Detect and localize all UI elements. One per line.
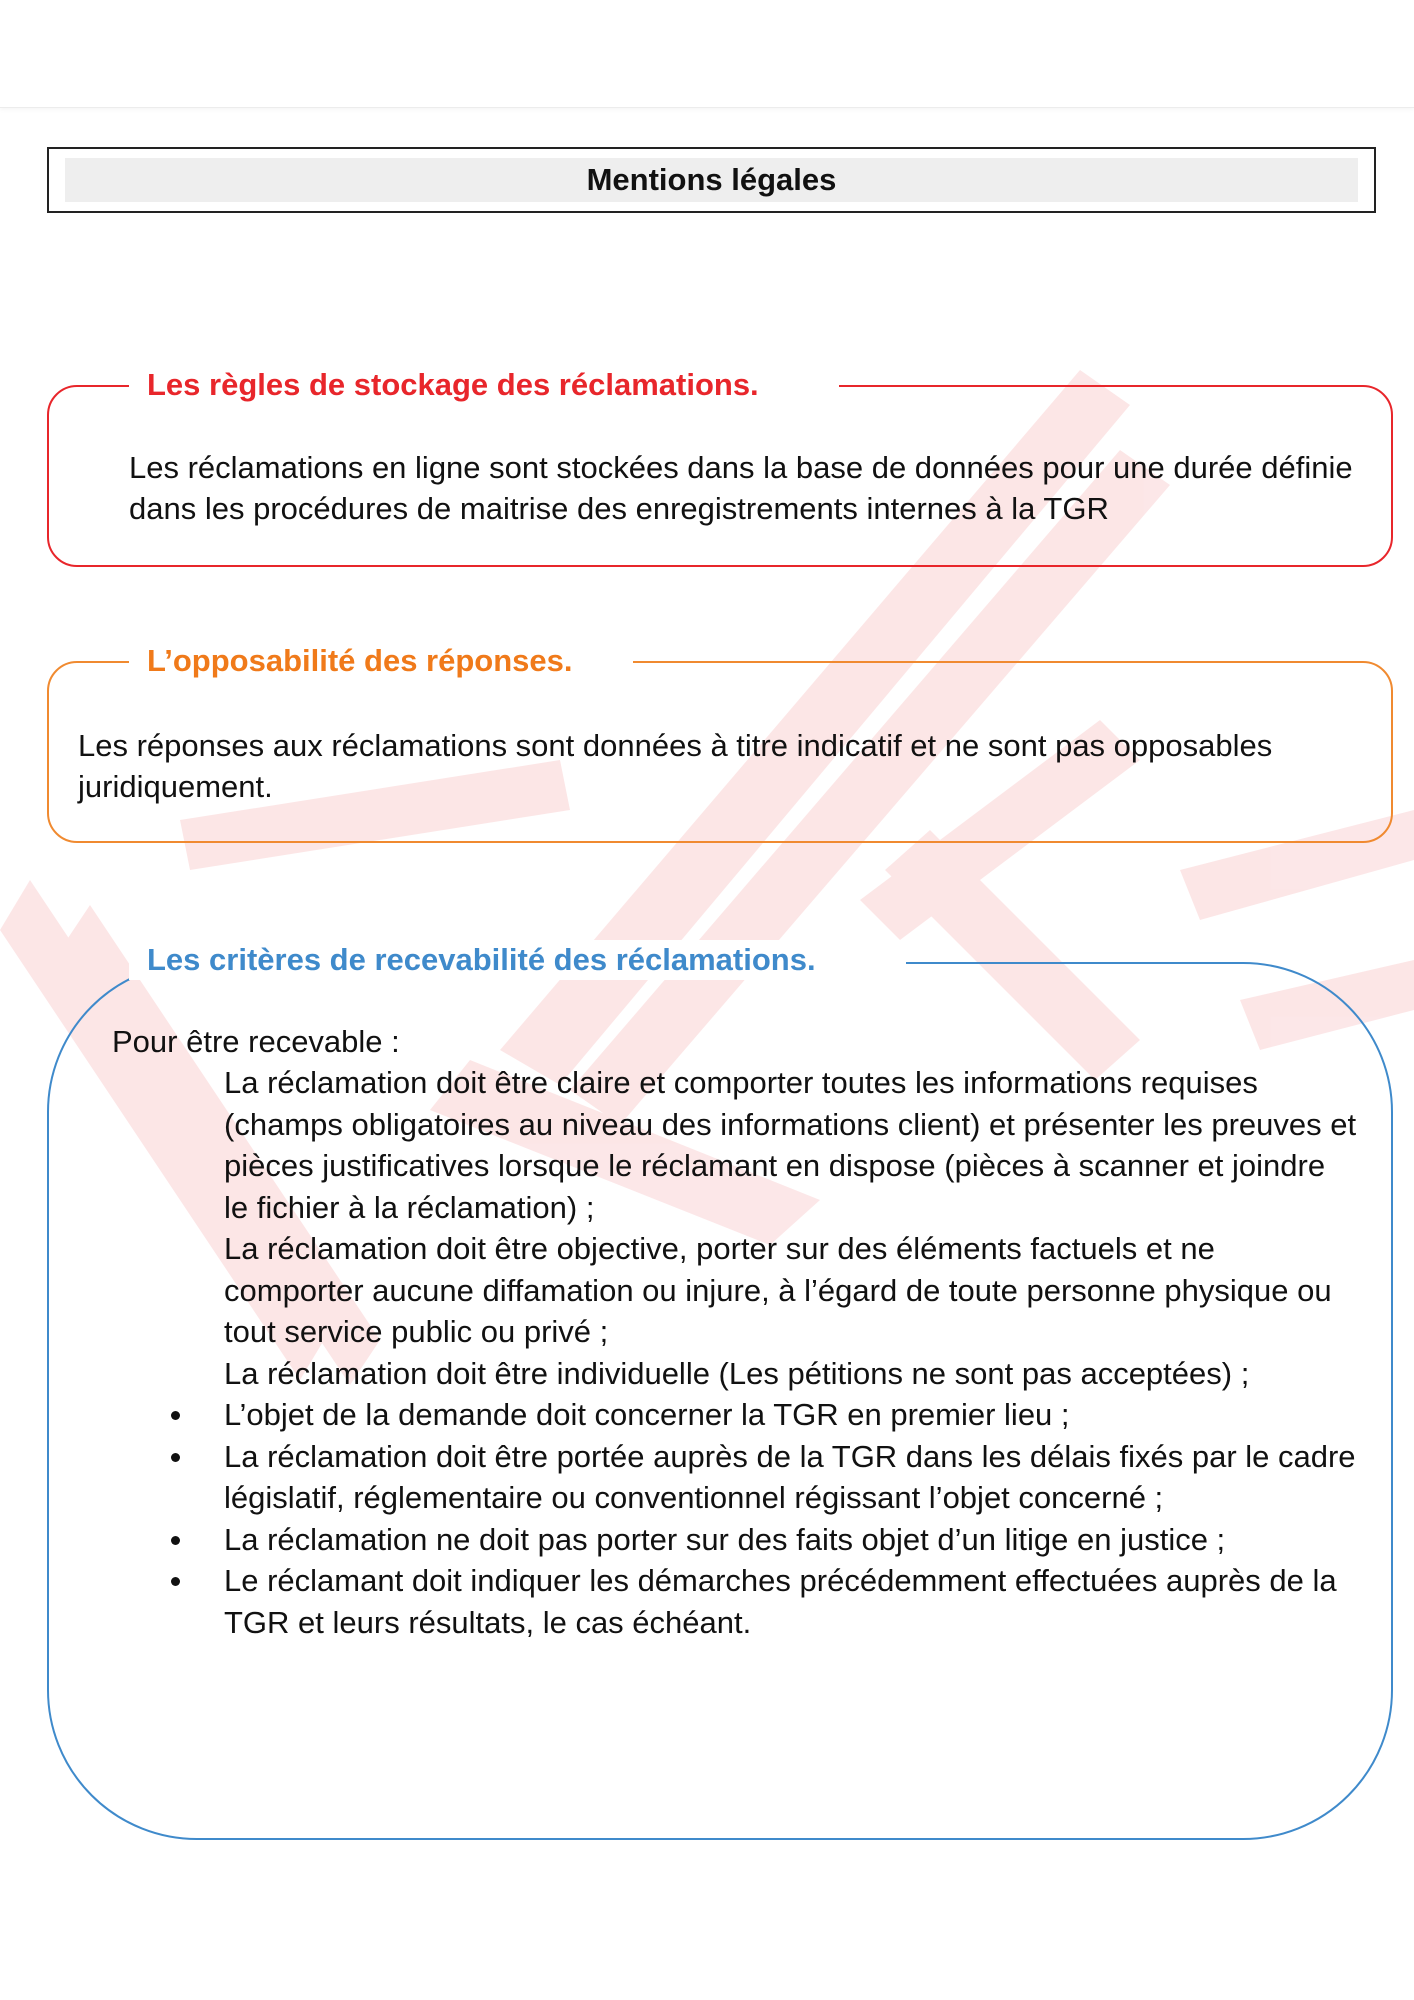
page-title: Mentions légales xyxy=(65,158,1358,202)
bullet-icon xyxy=(171,1577,180,1586)
list-item-text: La réclamation doit être objective, porter sur des éléments factuels et ne comporter aucune diffamation ou injure, à l’égard de toute personne physique ou tout service public ou privé ; xyxy=(224,1231,1332,1349)
list-item-text: La réclamation doit être claire et comporter toutes les informations requises (champs obligatoires au niveau des informations client) et présenter les preuves et pièces justificatives lorsque le réclamant en dispose (pièces à scanner et joindre le fichier à la réclamation) ; xyxy=(224,1065,1357,1225)
title-banner xyxy=(47,147,1376,213)
criteria-list xyxy=(127,1062,1357,1643)
opposability-text: Les réponses aux réclamations sont données à titre indicatif et ne sont pas opposables juridiquement. xyxy=(78,728,1273,804)
list-item xyxy=(127,1353,1357,1395)
list-item-text: La réclamation ne doit pas porter sur des faits objet d’un litige en justice ; xyxy=(224,1521,1226,1557)
top-bar xyxy=(0,0,1414,108)
bullet-icon xyxy=(171,1411,180,1420)
opposability-title: L’opposabilité des réponses. xyxy=(129,641,633,681)
storage-rules-text: Les réclamations en ligne sont stockées dans la base de données pour une durée définie dans les procédures de maitrise des enregistrements internes à la TGR xyxy=(129,450,1353,526)
storage-rules-title: Les règles de stockage des réclamations. xyxy=(129,365,839,405)
list-item xyxy=(127,1228,1357,1353)
list-item-text: L’objet de la demande doit concerner la TGR en premier lieu ; xyxy=(224,1397,1070,1432)
admissibility-criteria-title: Les critères de recevabilité des réclamations. xyxy=(129,940,906,980)
bullet-icon xyxy=(171,1536,180,1545)
list-item-text: La réclamation doit être portée auprès de la TGR dans les délais fixés par le cadre législatif, réglementaire ou conventionnel régissant l’objet concerné ; xyxy=(224,1438,1356,1515)
opposability-section xyxy=(47,643,1393,843)
list-item xyxy=(127,1436,1357,1519)
admissibility-criteria-section xyxy=(47,942,1393,1840)
list-item xyxy=(127,1394,1357,1436)
list-item-text: Le réclamant doit indiquer les démarches précédemment effectuées auprès de la TGR et leurs résultats, le cas échéant. xyxy=(224,1563,1337,1640)
list-item xyxy=(127,1560,1357,1643)
list-item xyxy=(127,1519,1357,1561)
criteria-intro: Pour être recevable : xyxy=(112,1024,400,1059)
list-item-text: La réclamation doit être individuelle (Les pétitions ne sont pas acceptées) ; xyxy=(224,1355,1250,1391)
list-item xyxy=(127,1062,1357,1228)
storage-rules-section xyxy=(47,367,1393,567)
bullet-icon xyxy=(171,1453,180,1462)
